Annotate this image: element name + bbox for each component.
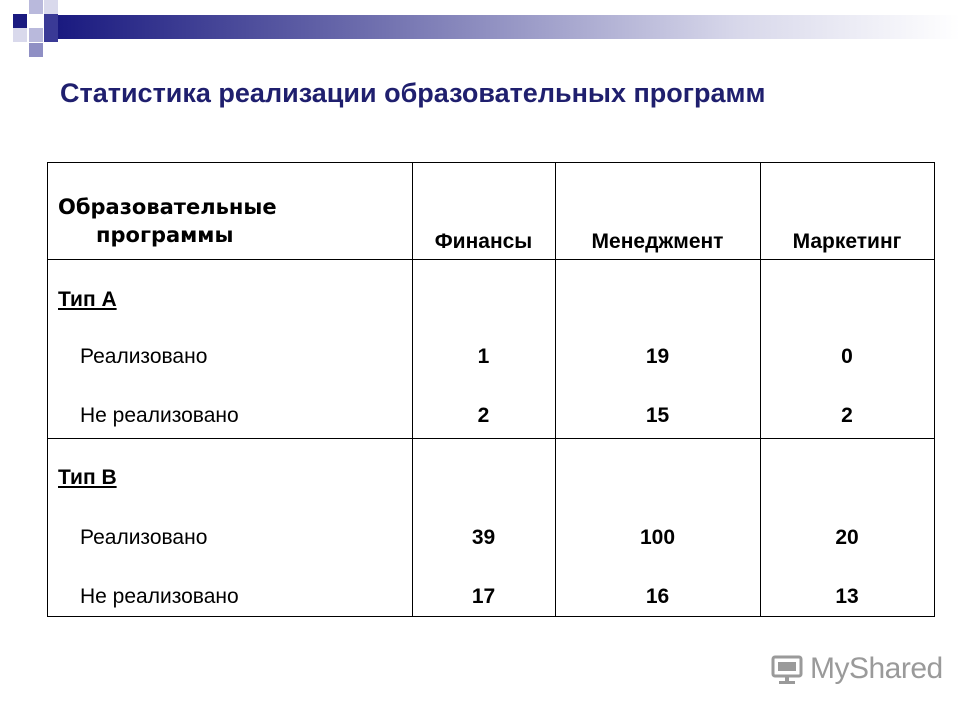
- table-cell: 39: [471, 526, 496, 549]
- group-label: Тип А: [58, 288, 117, 311]
- statistics-table: [47, 162, 935, 617]
- logo-text: MyShared: [810, 652, 943, 685]
- table-cell: 2: [477, 404, 490, 427]
- myshared-logo: [770, 652, 943, 686]
- deco-square: [29, 0, 43, 14]
- table-border-bottom: [47, 616, 935, 617]
- table-group-divider: [47, 438, 935, 439]
- deco-square: [13, 28, 27, 42]
- table-border-right: [934, 162, 935, 617]
- page-title: Статистика реализации образовательных программ: [60, 78, 766, 108]
- header-finance: Финансы: [434, 230, 533, 253]
- gradient-bar: [58, 15, 960, 39]
- header-decoration: [0, 0, 960, 60]
- header-management: Менеджмент: [591, 230, 724, 253]
- row-label: Реализовано: [80, 526, 208, 549]
- table-border-top: [47, 162, 935, 163]
- row-label: Не реализовано: [80, 404, 239, 427]
- table-cell: 16: [645, 585, 670, 608]
- row-label: Реализовано: [80, 345, 208, 368]
- deco-square: [13, 14, 27, 28]
- table-cell: 17: [471, 585, 496, 608]
- table-cell: 1: [477, 345, 490, 368]
- table-cell: 15: [645, 404, 670, 427]
- row-label: Не реализовано: [80, 585, 239, 608]
- table-cell: 20: [835, 526, 859, 549]
- table-cell: 0: [841, 345, 853, 368]
- table-header-divider: [47, 259, 935, 260]
- table-cell: 13: [835, 585, 859, 608]
- header-programs: [58, 193, 277, 249]
- header-programs-line1: Образовательные: [58, 195, 277, 219]
- table-border-left: [47, 162, 48, 617]
- table-cell: 19: [645, 345, 670, 368]
- deco-square: [29, 43, 43, 57]
- header-programs-line2: программы: [96, 223, 234, 247]
- table-cell: 100: [639, 526, 676, 549]
- deco-square: [44, 0, 58, 14]
- table-cell: 2: [841, 404, 853, 427]
- presentation-board-icon: [770, 652, 804, 686]
- header-marketing: Маркетинг: [792, 230, 902, 253]
- deco-square: [29, 28, 43, 42]
- deco-square: [44, 14, 58, 42]
- group-label: Тип В: [58, 466, 117, 489]
